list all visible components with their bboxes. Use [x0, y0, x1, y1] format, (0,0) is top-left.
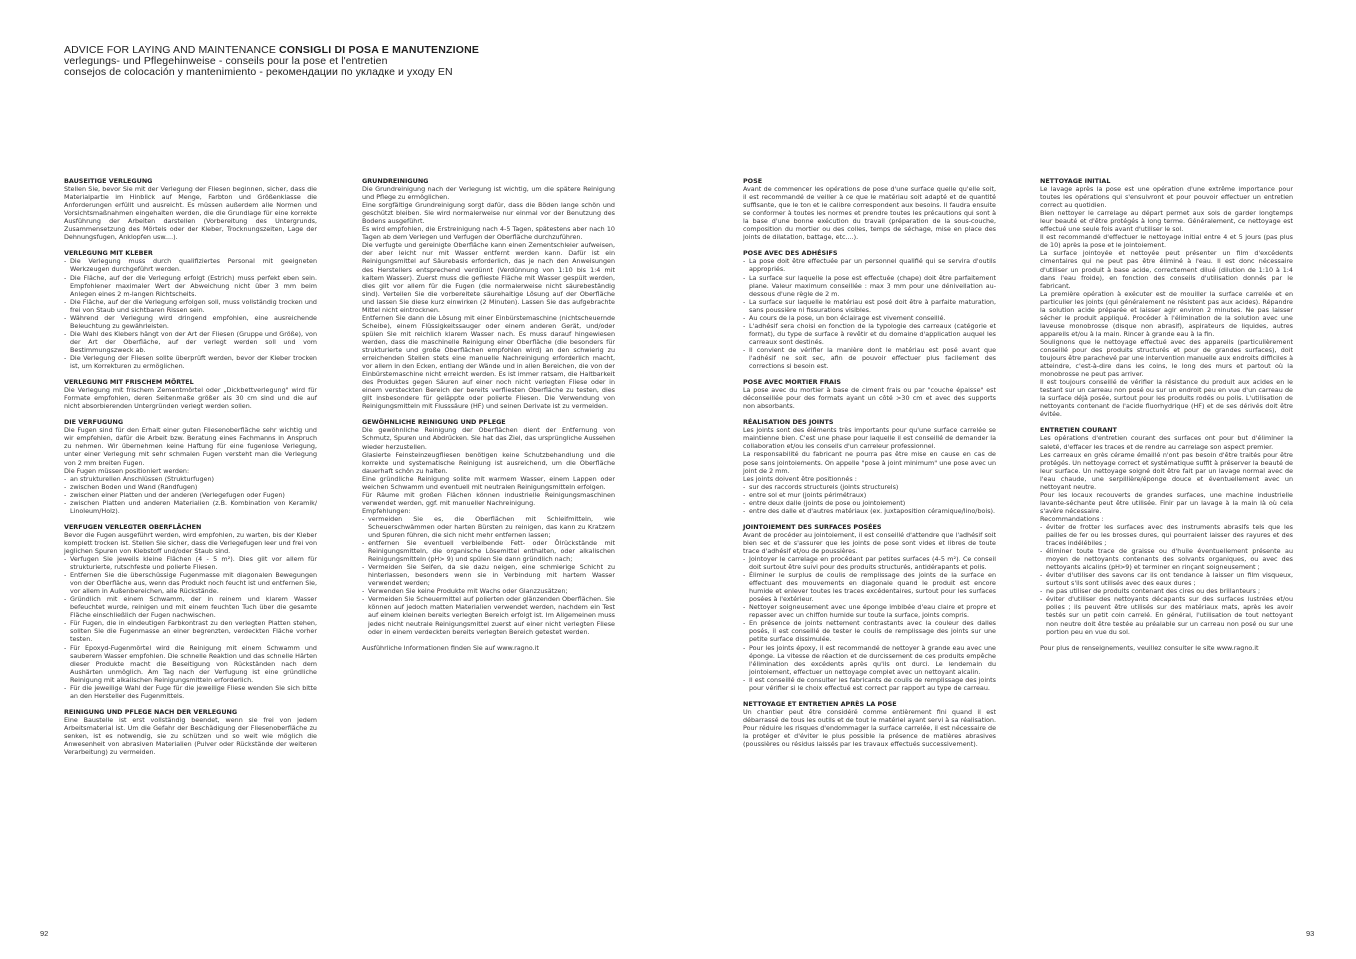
- section: [1040, 177, 1293, 418]
- list-item: - éliminer toute trace de graisse ou d'huile éventuellement présente au moyen de nettoyants contenants des solvants organiques, ou avec des nettoyants alcalins (pH>9) et terminer en rinçant soigneusement ;: [1040, 547, 1293, 571]
- paragraph: Es wird empfohlen, die Erstreinigung nach 4-5 Tagen, spätestens aber nach 10 Tagen ab dem Verlegen und Verfugen der Oberfläche durchzuführen.: [362, 225, 615, 242]
- bullet-list: [743, 257, 996, 370]
- list-item: - entre sol et mur (joints périmétraux): [743, 491, 996, 499]
- paragraph: La première opération à exécuter est de mouiller la surface carrelée et en particulier les joints (qui généralement ne résistent pas aux acides). Répandre la solution acide préparée et laisser agir environ 2 minutes. Ne pas laisser sécher le produit appliqué. Procéder à l'élimination de la solution avec une laveuse monobrosse (disque non abrasif), aspirateurs de liquides, autres appareils et/ou à la main. Rincer à grande eau à la fin.: [1040, 289, 1293, 338]
- header-subtitle-es-ru: consejos de colocación y mantenimiento - рекомендации по укладке и уходу EN: [64, 66, 453, 78]
- list-item: - Für Fugen, die in eindeutigen Farbkontrast zu den verlegten Platten stehen, sollten Sie die Fugenmasse an einer begrenzten, verdeckten Fläche vorher testen.: [64, 619, 317, 643]
- section-heading: BAUSEITIGE VERLEGUNG: [64, 177, 153, 185]
- paragraph: La surface jointoyée et nettoyée peut présenter un film d'excédents cimentaires qui ne peut pas être éliminé à l'eau. Il est donc nécessaire d'utiliser un produit à base acide, correctement dilué (dilution de 1:10 à 1:4 dans l'eau froide), en fonction des conseils d'utilisation donnés par le fabricant.: [1040, 249, 1293, 290]
- paragraph: Il est recommandé d'effectuer le nettoyage initial entre 4 et 5 jours (pas plus de 10) après la pose et le jointoiement.: [1040, 233, 1293, 250]
- list-item: - Pour les joints époxy, il est recommandé de nettoyer à grande eau avec une éponge. La vitesse de réaction et de durcissement de ces produits empêche l'élimination des excédents après qu'ils ont durci. Le lendemain du jointoiement, effectuer un nettoyage complet avec un nettoyant alcalin.: [743, 644, 996, 676]
- section: [743, 378, 996, 410]
- bullet-list: [64, 257, 317, 370]
- paragraph: Il est toujours conseillé de vérifier la résistance du produit aux acides en le testant sur un carreau non posé ou sur un endroit peu en vue d'un carreau de la surface déjà posée, surtout pour les produits rodés ou polis. L'utilisation de nettoyants contenant de l'acide fluorhydrique (HF) et de ses dérivés doit être évitée.: [1040, 378, 1293, 419]
- section-heading: NETTOYAGE ET ENTRETIEN APRÈS LA POSE: [743, 699, 897, 708]
- list-item: - La pose doit être effectuée par un personnel qualifié qui se servira d'outils appropriés.: [743, 257, 996, 273]
- paragraph: La responsabilité du fabricant ne pourra pas être mise en cause en cas de pose sans jointoiements. On appelle "pose à joint minimum" une pose avec un joint de 2 mm.: [743, 450, 996, 475]
- list-item: - entre deux dalle (joints de pose ou jointoiement): [743, 499, 996, 507]
- list-item: - Vermeiden Sie Scheuermittel auf polierten oder glänzenden Oberflächen. Sie können auf jedoch matten Materialien verwendet werden, nachdem ein Test auf einem kleinen bereits verlegten Bereich erfolgt ist. Im Allgemeinen muss jedes nicht neutrale Reinigungsmittel zuerst auf einer nicht verlegten Fliese oder in einem verdeckten bereits verlegten Bereich getestet werden.: [362, 595, 615, 635]
- paragraph: Die Fugen müssen positioniert werden:: [64, 466, 190, 475]
- section-heading: GEWÖHNLICHE REINIGUNG UND PFLEGE: [362, 418, 506, 427]
- paragraph: Bevor die Fugen ausgeführt werden, wird empfohlen, zu warten, bis der Kleber komplett trocken ist. Stellen Sie sicher, dass die Verlegefugen leer und frei von jeglichen Spuren von Klebstoff und/oder Staub sind.: [64, 530, 317, 555]
- section-heading: DIE VERFUGUNG: [64, 418, 124, 427]
- section: [743, 523, 996, 692]
- list-item: - sur des raccords structurels (joints structurels): [743, 483, 996, 491]
- list-item: - Il convient de vérifier la manière dont le matériau est posé avant que l'adhésif ne soit sec, afin de pouvoir effectuer plus facilement des corrections si besoin est.: [743, 346, 996, 370]
- paragraph: Le lavage après la pose est une opération d'une extrême importance pour toutes les opérations qui s'ensuivront et pour pouvoir effectuer un entretien correct au quotidien.: [1040, 185, 1293, 210]
- bullet-list: [1040, 523, 1293, 636]
- header-title-italian: CONSIGLI DI POSA E MANUTENZIONE: [279, 44, 480, 56]
- section-heading: POSE: [743, 177, 763, 185]
- paragraph: Les carreaux en grès cérame émaillé n'ont pas besoin d'être traités pour être protégés. Un nettoyage correct et systématique suffit à préserver la beauté de leur surface. Un nettoyage soigné doit être fait par un lavage normal avec de l'eau chaude, une serpillière/éponge douce et éventuellement avec un nettoyant neutre.: [1040, 450, 1293, 491]
- bullet-list: [362, 515, 615, 636]
- list-item: - La surface sur laquelle le matériau est posé doit être à parfaite maturation, sans poussière ni fissurations visibles.: [743, 298, 996, 314]
- list-item: - Für die jeweilige Wahl der Fuge für die jeweilige Fliese wenden Sie sich bitte an den Hersteller des Fugenmittels.: [64, 684, 317, 700]
- section: [64, 523, 317, 700]
- paragraph: Avant de procéder au jointoiement, il est conseillé d'attendre que l'adhésif soit bien sec et de s'assurer que les joints de pose sont vides et libres de toute trace d'adhésif et/ou de poussières.: [743, 530, 996, 555]
- paragraph: Die gewöhnliche Reinigung der Oberflächen dient der Entfernung von Schmutz, Spuren und Abdrücken. Sie hat das Ziel, das ursprüngliche Aussehen wieder herzustellen.: [362, 426, 615, 451]
- section: [743, 418, 996, 515]
- list-item: - Während der Verlegung wird dringend empfohlen, eine ausreichende Beleuchtung zu gewährleisten.: [64, 314, 317, 330]
- paragraph: Die Grundreinigung nach der Verlegung ist wichtig, um die spätere Reinigung und Pflege zu ermöglichen.: [362, 185, 615, 202]
- paragraph: Un chantier peut être considéré comme entièrement fini quand il est débarrassé de tous les outils et de tout le matériel ayant servi à sa réalisation. Pour réduire les risques d'endommager la surface carrelée, il est nécessaire de la protéger et d'éviter le plus possible la présence de matières abrasives (poussières ou résidus laissés par les travaux effectués successivement).: [743, 707, 997, 749]
- bullet-list: [743, 483, 996, 515]
- paragraph: Empfehlungen:: [362, 506, 411, 515]
- list-item: - éviter de frotter les surfaces avec des instruments abrasifs tels que les pailles de fer ou les brosses dures, qui pourraient laisser des rayures et des traces indélébiles ;: [1040, 523, 1293, 547]
- section: [362, 418, 615, 635]
- page-number-left: 92: [40, 929, 49, 938]
- list-item: - ne pas utiliser de produits contenant des cires ou des brillanteurs ;: [1040, 587, 1293, 595]
- list-item: - vermeiden Sie es, die Oberflächen mit Schleifmitteln, wie Scheuerschwämmen oder harten Bürsten zu reinigen, das kann zu Kratzern und Spuren führen, die sich nicht mehr entfernen lassen;: [362, 515, 615, 539]
- list-item: - En présence de joints nettement contrastants avec la couleur des dalles posés, il est conseillé de tester le coulis de remplissage des joints sur une petite surface dissimulée.: [743, 619, 996, 643]
- column-french-installation: [743, 177, 996, 756]
- list-item: - Die Fläche, auf der die Verlegung erfolgen soll, muss vollständig trocken und frei von Staub und sichtbaren Rissen sein.: [64, 298, 317, 314]
- section: [64, 418, 317, 515]
- paragraph: Entfernen Sie dann die Lösung mit einer Einbürstemaschine (nichtscheuernde Scheibe), einem Flüssigkeitssauger oder einem anderen Gerät, und/oder spülen Sie mit reichlich klarem Wasser nach. Es muss darauf hingewiesen werden, dass die maschinelle Reinigung einer Oberfläche (die besonders für strukturierte und große Oberflächen empfohlen wird) an den schwierig zu erreichenden Stellen stets eine manuelle Nachreinigung erforderlich macht, vor allem in den Ecken, entlang der Wände und in allen Bereichen, die von der Einbürstemaschine nicht erreicht werden. Es ist immer ratsam, die Haltbarkeit des Produktes gegen Säuren auf einer noch nicht verlegten Fliese oder in einem versteckten Bereich der bereits verfliesten Oberfläche zu testen, dies gilt insbesondere für geläppte oder polierte Fliesen. Die Verwendung von Reinigungsmitteln mit Flusssäure (HF) und seinen Derivate ist zu vermeiden.: [362, 313, 615, 411]
- list-item: - zwischen einer Platten und der anderen (Verlegefugen oder Fugen): [64, 491, 317, 499]
- section-heading: VERLEGUNG MIT KLEBER: [64, 249, 153, 258]
- list-item: - an strukturellen Anschlüssen (Strukturfugen): [64, 475, 317, 483]
- paragraph: Bien nettoyer le carrelage au départ permet aux sols de garder longtemps leur beauté et d'être protégés à long terme. Généralement, ce nettoyage est effectué une seule fois avant d'utiliser le sol.: [1040, 209, 1293, 234]
- list-item: - entre des dalle et d'autres matériaux (ex. juxtaposition céramique/lino/bois).: [743, 507, 996, 515]
- paragraph: Avant de commencer les opérations de pose d'une surface quelle qu'elle soit, il est recommandé de veiller à ce que le matériau soit adapté et de quantité suffisante, que le ton et le calibre correspondent aux besoins. Il faudra ensuite se conformer à toutes les normes et prendre toutes les précautions qui sont à la base d'une bonne exécution du travail (préparation de la sous-couche, composition du mortier ou des colles, temps de séchage, mise en place des joints de dilatation, battage, etc....).: [743, 185, 996, 242]
- section: [64, 249, 317, 370]
- paragraph: Für Räume mit großen Flächen können industrielle Reinigungsmaschinen verwendet werden, ggf. mit manueller Nachreinigung.: [362, 490, 615, 507]
- list-item: - Die Wahl des Klebers hängt von der Art der Fliesen (Gruppe und Größe), von der Art der Oberfläche, auf der verlegt werden soll und vom Bestimmungszweck ab.: [64, 330, 317, 354]
- list-item: - Au cours de la pose, un bon éclairage est vivement conseillé.: [743, 314, 996, 322]
- section-heading: JOINTOIEMENT DES SURFACES POSÉES: [743, 522, 882, 531]
- section: [743, 700, 996, 748]
- paragraph: Eine sorgfältige Grundreinigung sorgt dafür, dass die Böden lange schön und geschützt bleiben. Sie wird normalerweise nur einmal vor der Benutzung des Bodens ausgeführt.: [362, 201, 615, 226]
- section: [362, 177, 615, 410]
- paragraph: Pour les locaux recouverts de grandes surfaces, une machine industrielle lavante-séchante peut être utilisée. Finir par un lavage à la main là où cela s'avère nécessaire.: [1040, 490, 1293, 515]
- list-item: - Gründlich mit einem Schwamm, der in reinem und klarem Wasser befeuchtet wurde, reinigen und mit einem feuchten Tuch über die gesamte Fläche einschließlich der Fugen nachwischen.: [64, 595, 317, 619]
- section-heading: ENTRETIEN COURANT: [1040, 426, 1117, 435]
- section-heading: REINIGUNG UND PFLEGE NACH DER VERLEGUNG: [64, 707, 238, 716]
- list-item: - Die Fläche, auf der die Verlegung erfolgt (Estrich) muss perfekt eben sein. Empfohlener maximaler Wert der Abweichung nicht über 3 mm beim Anlegen eines 2 m-langen Richtscheits.: [64, 274, 317, 298]
- document-header: [64, 45, 764, 78]
- list-item: - entfernen Sie eventuell verbleibende Fett- oder Ölrückstände mit Reinigungsmitteln, die organische Lösemittel enthalten, oder alkalischen Reinigungsmitteln (pH> 9) und spülen Sie dann gründlich nach;: [362, 539, 615, 563]
- list-item: - Verwenden Sie keine Produkte mit Wachs oder Glanzzusätzen;: [362, 587, 615, 595]
- list-item: - Entfernen Sie die überschüssige Fugenmasse mit diagonalen Bewegungen von der Oberfläche aus, wenn das Produkt noch feucht ist und entfernen Sie, vor allem in Außenbereichen, alle Rückstände.: [64, 571, 317, 595]
- list-item: - éviter d'utiliser des nettoyants décapants sur des surfaces lustrées et/ou polies ; ils peuvent être utilisés sur des matériaux mats, après les avoir testés sur un petit coin carrelé. En général, l'utilisation de tout nettoyant non neutre doit être testée au préalable sur un carreau non posé ou sur une portion peu en vue du sol.: [1040, 595, 1293, 635]
- paragraph: Les joints sont des éléments très importants pour qu'une surface carrelée se maintienne bien. C'est une phase pour laquelle il est conseillé de demander la collaboration et/ou les conseils d'un carreleur professionnel.: [743, 426, 996, 451]
- paragraph: Stellen Sie, bevor Sie mit der Verlegung der Fliesen beginnen, sicher, dass die Materialpartie im Hinblick auf Menge, Farbton und Größenklasse die Anforderungen erfüllt und ausreicht. Es müssen außerdem alle Normen und Vorsichtsmaßnahmen eingehalten werden, die die Grundlage für eine korrekte Ausführung der Arbeiten darstellen (Vorbereitung des Untergrunds, Zusammensetzung des Mörtels oder der Kleber, Trocknungszeiten, Lage der Dehnungsfugen, Anklopfen usw....).: [64, 185, 317, 242]
- section-heading: POSE AVEC MORTIER FRAIS: [743, 378, 841, 387]
- bullet-list: [64, 475, 317, 515]
- paragraph: Ausführliche Informationen finden Sie auf www.ragno.it: [362, 643, 539, 652]
- section: [64, 378, 317, 410]
- section: [64, 177, 317, 241]
- column-french-cleaning: [1040, 177, 1293, 660]
- paragraph: Les opérations d'entretien courant des surfaces ont pour but d'éliminer la saleté, d'effacer les traces et de rendre au carrelage son aspect premier.: [1040, 434, 1293, 451]
- column-german-installation: [64, 177, 317, 764]
- section-heading: VERFUGEN VERLEGTER OBERFLÄCHEN: [64, 522, 202, 531]
- paragraph: Die Verlegung mit frischem Zementmörtel oder „Dickbettverlegung" wird für Formate empfohlen, deren Seitenmaße größer als 30 cm sind und die auf nicht absorbierenden Untergründen verlegt werden sollen.: [64, 386, 317, 411]
- paragraph: Recommandations :: [1040, 514, 1104, 523]
- paragraph: Glasierte Feinsteinzeugfliesen benötigen keine Schutzbehandlung und die korrekte und systematische Reinigung ist ausreichend, um die Oberfläche dauerhaft schön zu halten.: [362, 450, 615, 475]
- list-item: - Verfugen Sie jeweils kleine Flächen (4 - 5 m²). Dies gilt vor allem für strukturierte, rutschfeste und polierte Fliesen.: [64, 555, 317, 571]
- column-german-cleaning: [362, 177, 615, 660]
- list-item: - Vermeiden Sie Seifen, da sie dazu neigen, eine schmierige Schicht zu hinterlassen, besonders wenn sie in Verbindung mit hartem Wasser verwendet werden;: [362, 563, 615, 587]
- list-item: - éviter d'utiliser des savons car ils ont tendance à laisser un film visqueux, surtout s'ils sont utilisés avec des eaux dures ;: [1040, 571, 1293, 587]
- paragraph: Les joints doivent être positionnés :: [743, 474, 857, 483]
- list-item: - Éliminer le surplus de coulis de remplissage des joints de la surface en effectuant des mouvements en diagonale quand le produit est encore humide et enlever toutes les traces excédentaires, surtout pour les surfaces posées à l'extérieur.: [743, 571, 996, 603]
- paragraph: Soulignons que le nettoyage effectué avec des appareils (particulièrement conseillé pour des produits structurés et pour de grandes surfaces), doit toujours être parachevé par une intervention manuelle aux endroits difficiles à atteindre, c'est-à-dire dans les coins, le long des murs et partout où la monobrosse ne peut pas arriver.: [1040, 337, 1293, 379]
- paragraph: Eine gründliche Reinigung sollte mit warmem Wasser, einem Lappen oder weichen Schwamm und eventuell mit neutralen Reinigungsmitteln erfolgen.: [362, 474, 615, 491]
- section-heading: RÉALISATION DES JOINTS: [743, 418, 834, 427]
- paragraph: Die verfugte und gereinigte Oberfläche kann einen Zementschleier aufweisen, der aber leicht nur mit Wasser entfernt werden kann. Dafür ist ein Reinigungsmittel auf Säurebasis erforderlich, das je nach den Anweisungen des Herstellers entsprechend verdünnt (Verdünnung von 1:10 bis 1:4 mit kaltem Wasser). Zuerst muss die geflieste Fläche mit Wasser gespült werden, dies gilt vor allem für die Fugen (die normalerweise nicht säurebeständig sind). Verteilen Sie die vorbereitete säurehaltige Lösung auf der Oberfläche und lassen Sie diese kurz einwirken (2 Minuten). Lassen Sie das aufgebrachte Mittel nicht eintrocknen.: [362, 241, 615, 314]
- list-item: - La surface sur laquelle la pose est effectuée (chape) doit être parfaitement plane. Valeur maximum conseillée : max 3 mm pour une dénivellation au-dessous d'une règle de 2 m.: [743, 274, 996, 298]
- section-heading: POSE AVEC DES ADHÉSIFS: [743, 249, 838, 258]
- section-heading: VERLEGUNG MIT FRISCHEM MÖRTEL: [64, 378, 194, 387]
- list-item: - Die Verlegung muss durch qualifiziertes Personal mit geeigneten Werkzeugen durchgeführt werden.: [64, 257, 317, 273]
- paragraph: Eine Baustelle ist erst vollständig beendet, wenn sie frei von jedem Arbeitsmaterial ist. Um die Gefahr der Beschädigung der Fliesenoberfläche zu senken, ist es notwendig, sie zu schützen und so weit wie möglich die Anwesenheit von abrasiven Materialien (Pulver oder Rückstände der weiteren Verarbeitung) zu vermeiden.: [64, 715, 317, 757]
- header-subtitle-de-fr: verlegungs- und Pflegehinweise - conseils pour la pose et l'entretien: [64, 55, 388, 67]
- list-item: - Für Epoxyd-Fugenmörtel wird die Reinigung mit einem Schwamm und sauberem Wasser empfohlen. Die schnelle Reaktion und das schnelle Härten dieser Produkte macht die Beseitigung von Rückständen nach dem Aushärten unmöglich. Am Tag nach der Verfugung ist eine gründliche Reinigung mit alkalischen Reinigungsmitteln erforderlich.: [64, 644, 317, 684]
- list-item: - zwischen Platten und anderen Materialien (z.B. Kombination von Keramik/ Linoleum/Holz).: [64, 499, 317, 515]
- list-item: - zwischen Boden und Wand (Randfugen): [64, 483, 317, 491]
- list-item: - L'adhésif sera choisi en fonction de la typologie des carreaux (catégorie et format), du type de surface à revêtir et du domaine d'application auquel les carreaux sont destinés.: [743, 322, 996, 346]
- paragraph: Die Fugen sind für den Erhalt einer guten Fliesenoberfläche sehr wichtig und wir empfehlen, dafür die Arbeit bzw. Beratung eines Fachmanns in Anspruch zu nehmen. Wir übernehmen keine Haftung für eine fugenlose Verlegung, unter einer Verlegung mit sehr schmalen Fugen versteht man die Verlegung von 2 mm breiten Fugen.: [64, 426, 317, 467]
- section: [1040, 644, 1293, 652]
- list-item: - Jointoyer le carrelage en procédant par petites surfaces (4-5 m²). Ce conseil doit surtout être suivi pour des produits structurés, antidérapants et polis.: [743, 555, 996, 571]
- section-heading: GRUNDREINIGUNG: [362, 177, 429, 185]
- bullet-list: [64, 555, 317, 700]
- section: [362, 644, 615, 652]
- section: [64, 708, 317, 756]
- list-item: - Nettoyer soigneusement avec une éponge imbibée d'eau claire et propre et repasser avec un chiffon humide sur toute la surface, joints compris.: [743, 603, 996, 619]
- section: [743, 249, 996, 370]
- bullet-list: [743, 555, 996, 692]
- header-title-english: ADVICE FOR LAYING AND MAINTENANCE: [64, 44, 279, 56]
- page-number-right: 93: [1306, 929, 1315, 938]
- section-heading: NETTOYAGE INITIAL: [1040, 177, 1111, 185]
- section: [743, 177, 996, 241]
- list-item: - Il est conseillé de consulter les fabricants de coulis de remplissage des joints pour vérifier si le choix effectué est correct par rapport au type de carreau.: [743, 676, 996, 692]
- paragraph: Pour plus de renseignements, veuillez consulter le site www.ragno.it: [1040, 643, 1259, 652]
- section: [1040, 426, 1293, 635]
- list-item: - Die Verlegung der Fliesen sollte überprüft werden, bevor der Kleber trocken ist, um Korrekturen zu ermöglichen.: [64, 354, 317, 370]
- paragraph: La pose avec du mortier à base de ciment frais ou par "couche épaisse" est déconseillée pour des formats ayant un côté >30 cm et avec des supports non absorbants.: [743, 386, 996, 411]
